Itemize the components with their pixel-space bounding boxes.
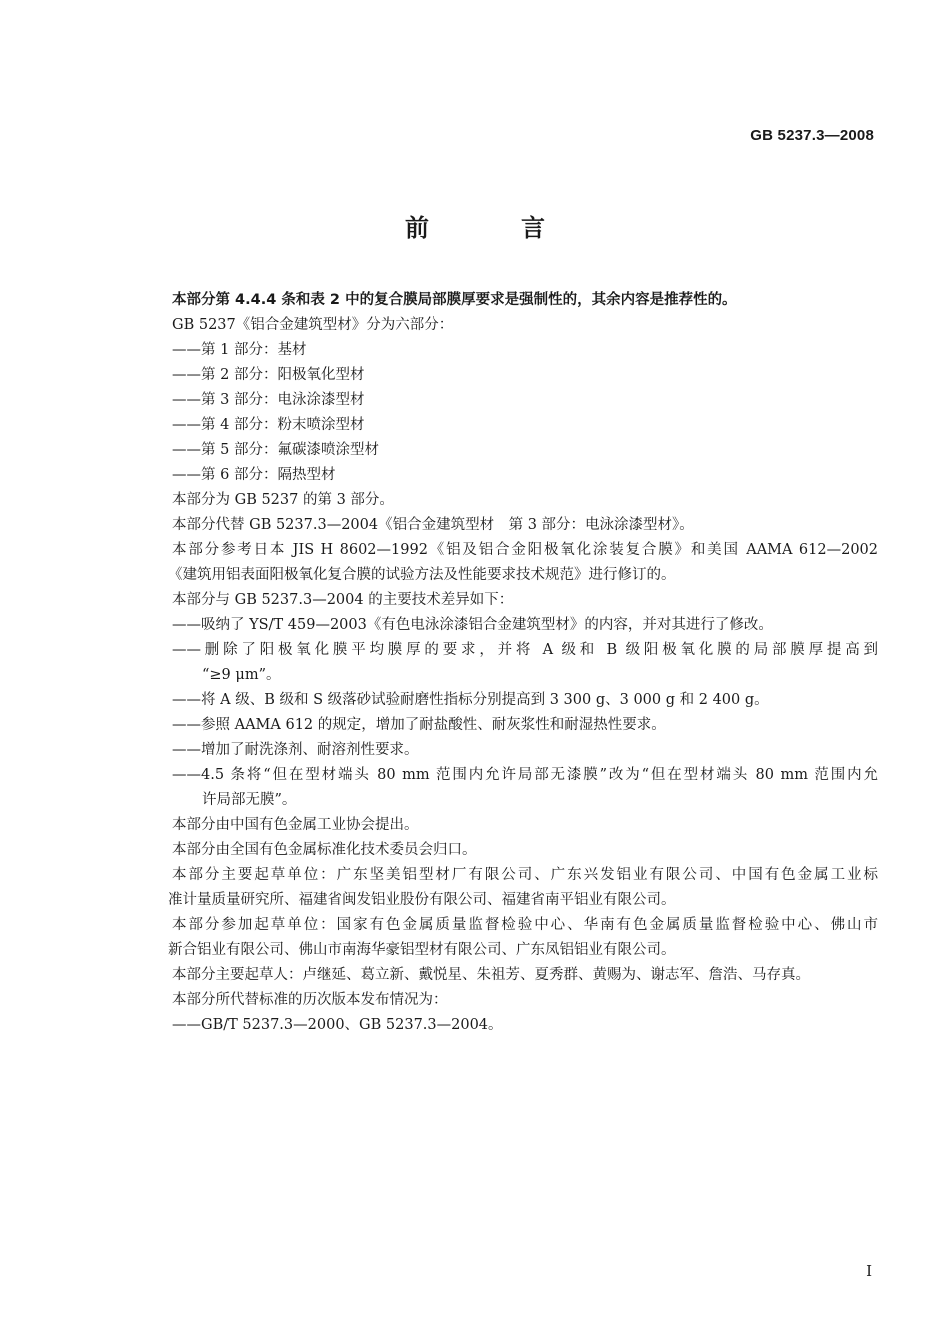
paragraph: 本部分主要起草人：卢继延、葛立新、戴悦星、朱祖芳、夏秀群、黄赐为、谢志军、詹浩、马存真。 xyxy=(172,967,810,983)
list-item: ——增加了耐洗涤剂、耐溶剂性要求。 xyxy=(172,742,419,758)
paragraph: 本部分参加起草单位：国家有色金属质量监督检验中心、华南有色金属质量监督检验中心、佛山市 xyxy=(172,917,878,933)
paragraph: 本部分由全国有色金属标准化技术委员会归口。 xyxy=(172,842,477,858)
paragraph: 本部分参考日本 JIS H 8602—1992《铝及铝合金阳极氧化涂装复合膜》和美国 AAMA 612—2002 xyxy=(172,542,878,558)
paragraph: 本部分代替 GB 5237.3—2004《铝合金建筑型材 第 3 部分：电泳涂漆型材》。 xyxy=(172,517,694,533)
list-item: ——吸纳了 YS/T 459—2003《有色电泳涂漆铝合金建筑型材》的内容，并对其进行了修改。 xyxy=(172,617,773,633)
page-number: I xyxy=(866,1262,872,1280)
mandatory-statement: 本部分第 4.4.4 条和表 2 中的复合膜局部膜厚要求是强制性的，其余内容是推荐性的。 xyxy=(172,292,737,308)
list-item: ——参照 AAMA 612 的规定，增加了耐盐酸性、耐灰浆性和耐湿热性要求。 xyxy=(172,717,666,733)
document-code: GB 5237.3—2008 xyxy=(750,127,874,144)
list-item: ——GB/T 5237.3—2000、GB 5237.3—2004。 xyxy=(172,1017,503,1033)
list-item: ——4.5 条将“但在型材端头 80 mm 范围内允许局部无漆膜”改为“但在型材端头 80 mm 范围内允 xyxy=(172,767,878,783)
paragraph: 本部分所代替标准的历次版本发布情况为： xyxy=(172,992,448,1008)
paragraph: 本部分为 GB 5237 的第 3 部分。 xyxy=(172,492,394,508)
paragraph-continuation: 准计量质量研究所、福建省闽发铝业股份有限公司、福建省南平铝业有限公司。 xyxy=(168,892,676,908)
list-item: ——第 2 部分：阳极氧化型材 xyxy=(172,367,365,383)
paragraph-continuation: 《建筑用铝表面阳极氧化复合膜的试验方法及性能要求技术规范》进行修订的。 xyxy=(168,567,676,583)
document-body xyxy=(168,288,878,1038)
list-item: ——删除了阳极氧化膜平均膜厚的要求，并将 A 级和 B 级阳极氧化膜的局部膜厚提高到 xyxy=(172,642,878,658)
page-title: 前 言 xyxy=(405,214,579,242)
list-item: ——第 5 部分：氟碳漆喷涂型材 xyxy=(172,442,379,458)
list-item: ——第 6 部分：隔热型材 xyxy=(172,467,336,483)
paragraph: 本部分由中国有色金属工业协会提出。 xyxy=(172,817,419,833)
list-item-continuation: “≥9 μm”。 xyxy=(202,667,281,683)
list-item-continuation: 许局部无膜”。 xyxy=(202,792,297,808)
paragraph-continuation: 新合铝业有限公司、佛山市南海华豪铝型材有限公司、广东凤铝铝业有限公司。 xyxy=(168,942,676,958)
list-item: ——将 A 级、B 级和 S 级落砂试验耐磨性指标分别提高到 3 300 g、3 000 g 和 2 400 g。 xyxy=(172,692,769,708)
list-item: ——第 3 部分：电泳涂漆型材 xyxy=(172,392,365,408)
paragraph: GB 5237《铝合金建筑型材》分为六部分： xyxy=(172,317,454,333)
paragraph: 本部分主要起草单位：广东坚美铝型材厂有限公司、广东兴发铝业有限公司、中国有色金属工业标 xyxy=(172,867,878,883)
paragraph: 本部分与 GB 5237.3—2004 的主要技术差异如下： xyxy=(172,592,514,608)
list-item: ——第 1 部分：基材 xyxy=(172,342,307,358)
list-item: ——第 4 部分：粉末喷涂型材 xyxy=(172,417,365,433)
